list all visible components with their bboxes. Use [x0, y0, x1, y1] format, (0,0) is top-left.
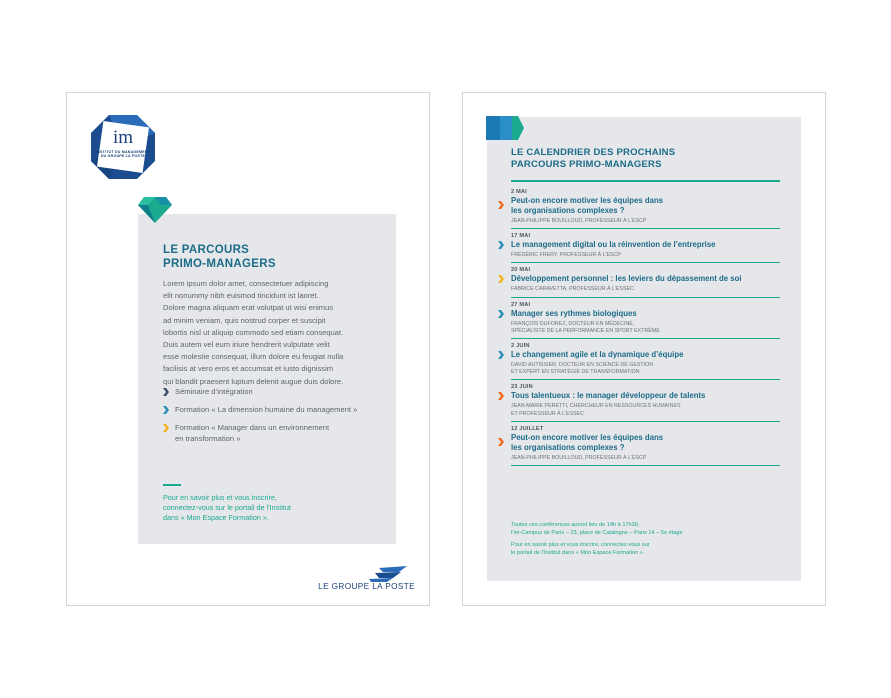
venue-line: l’im-Campus de Paris – 23, place de Catalogne – Paris 14 – 5e étage	[511, 529, 683, 536]
speaker-line: JEAN-MARIE PERETTI, CHERCHEUR EN RESSOURCES HUMAINES	[511, 403, 681, 410]
chevron-right-icon	[498, 438, 504, 446]
cta-line: connectez-vous sur le portail de l’Institut	[163, 502, 291, 512]
speaker-line: FRANÇOIS DUFOREZ, DOCTEUR EN MÉDECINE,	[511, 320, 635, 327]
bullet-text: en transformation »	[175, 434, 241, 444]
event-divider	[511, 228, 780, 229]
registration-cta	[511, 542, 781, 557]
event-title-line: Le changement agile et la dynamique d’équipe	[511, 350, 684, 360]
chevron-right-icon	[498, 201, 504, 209]
title-rule	[511, 180, 780, 182]
body-line: Dolore magna aliquam erat volutpat ut wisi enimus	[163, 303, 334, 313]
body-line: lobortis nisl ut aliquip commodo sed etiam consequat.	[163, 327, 344, 337]
calendar-title	[511, 147, 675, 170]
event-title-line: les organisations complexes ?	[511, 206, 625, 215]
body-line: facilisis at vero eros et accumsat et iusto dignissim	[163, 364, 334, 374]
body-line: qui blandit praesent luptum delenit augue duis dolore.	[163, 376, 344, 386]
event-date: 12 JUILLET	[511, 425, 544, 432]
chevron-right-icon	[498, 275, 504, 283]
event-date: 2 JUIN	[511, 343, 530, 350]
event-title	[511, 196, 781, 216]
event-item	[495, 302, 781, 335]
chevron-right-icon	[498, 351, 504, 359]
event-title	[511, 433, 781, 453]
event-title	[511, 391, 781, 401]
gem-decoration-icon	[486, 116, 524, 140]
event-title-line: Peut-on encore motiver les équipes dans	[511, 432, 664, 442]
event-divider	[511, 379, 780, 380]
la-poste-brand	[295, 566, 415, 592]
event-item	[495, 267, 781, 293]
chevron-right-icon	[163, 406, 169, 414]
venue-line: Toutes ces conférences auront lieu de 14h à 17h30,	[511, 522, 640, 528]
cta-line: Pour en savoir plus et vous inscrire, connectez-vous sur	[511, 542, 650, 548]
speaker-line: ET PROFESSEUR À L’ESSEC	[511, 410, 584, 417]
body-line: Lorem ipsum dolor amet, consectetuer adipiscing	[163, 279, 329, 288]
event-divider	[511, 465, 780, 466]
chevron-right-icon	[498, 310, 504, 318]
left-page	[66, 92, 430, 606]
event-title	[511, 350, 781, 360]
speaker-line: ET EXPERT EN STRATÉGIE DE TRANSFORMATION	[511, 369, 640, 376]
event-item	[495, 233, 781, 259]
event-title	[511, 240, 781, 250]
speaker-line: FABRICE CARAVETTA, PROFESSEUR À L’ESSEC	[511, 286, 634, 293]
event-speaker	[511, 286, 781, 293]
event-date: 2 MAI	[511, 189, 527, 195]
body-line: elit nonummy nibh euismod tincidunt ist laoret.	[163, 291, 319, 301]
logo-initials: im	[112, 127, 134, 148]
event-divider	[511, 262, 780, 263]
cta-line: Pour en savoir plus et vous inscrire,	[163, 493, 277, 502]
speaker-line: DAVID AUTISSIER, DOCTEUR EN SCIENCE DE GESTION	[511, 362, 654, 369]
body-line: esse molestie consequat, illum dolore eu feugiat nulla	[163, 352, 344, 362]
venue-note	[511, 522, 781, 537]
event-divider	[511, 338, 780, 339]
la-poste-wordmark: LE GROUPE LA POSTE	[318, 582, 415, 591]
chevron-right-icon	[163, 424, 169, 432]
logo-subtitle-line: INSTITUT DU MANAGEMENT	[96, 150, 150, 154]
bullet-text: Formation « La dimension humaine du management »	[175, 404, 358, 414]
bullet-item	[163, 404, 388, 416]
bullet-item	[163, 386, 388, 398]
event-title-line: Manager ses rythmes biologiques	[511, 308, 637, 318]
event-speaker	[511, 218, 781, 225]
title-line: PRIMO-MANAGERS	[163, 257, 276, 270]
bullet-text: Formation « Manager dans un environnement	[175, 422, 330, 432]
event-date: 17 MAI	[511, 233, 531, 240]
body-line: ad minim veniam, quis nostrud corper et suscipit	[163, 315, 326, 325]
event-title-line: Le management digital ou la réinvention de l’entreprise	[511, 240, 716, 250]
cta-line: le portail de l’Institut dans « Mon Espace Formation ».	[511, 549, 645, 556]
logo-subtitle	[89, 150, 157, 159]
speaker-line: JEAN-PHILIPPE BOUILLOUD, PROFESSEUR À L’ESCP	[511, 454, 647, 461]
chevron-right-icon	[498, 241, 504, 249]
institut-logo	[89, 113, 157, 181]
event-title-line: Développement personnel : les leviers du dépassement de soi	[511, 274, 742, 284]
body-line: Duis autem vel eum iriure hendrerit vulputate velit	[163, 340, 330, 350]
event-speaker	[511, 455, 781, 462]
cta-line: dans « Mon Espace Formation ».	[163, 512, 269, 522]
event-list	[495, 189, 781, 470]
parcours-body-text	[163, 278, 383, 388]
bullet-item	[163, 422, 388, 446]
parcours-bullet-list	[163, 386, 388, 451]
registration-cta	[163, 493, 363, 522]
right-page	[462, 92, 826, 606]
event-item	[495, 426, 781, 462]
logo-wordmark	[89, 129, 157, 159]
bullet-text: Séminaire d’intégration	[175, 387, 253, 396]
event-speaker	[511, 362, 781, 376]
event-divider	[511, 297, 780, 298]
event-date: 20 MAI	[511, 267, 531, 274]
event-speaker	[511, 252, 781, 259]
event-title-line: les organisations complexes ?	[511, 442, 625, 452]
speaker-line: JEAN-PHILIPPE BOUILLOUD, PROFESSEUR À L’ESCP	[511, 218, 647, 224]
event-item	[495, 189, 781, 225]
gem-decoration-icon	[138, 197, 172, 223]
event-item	[495, 343, 781, 376]
event-date: 23 JUIN	[511, 384, 533, 391]
title-line: LE PARCOURS	[163, 244, 250, 256]
event-title-line: Peut-on encore motiver les équipes dans	[511, 196, 664, 205]
event-date: 27 MAI	[511, 301, 531, 308]
event-title-line: Tous talentueux : le manager développeur de talents	[511, 391, 706, 401]
speaker-line: SPÉCIALISTE DE LA PERFORMANCE EN SPORT EXTRÊME	[511, 327, 660, 334]
logo-subtitle-line: DU GROUPE LA POSTE	[100, 154, 146, 159]
chevron-right-icon	[498, 392, 504, 400]
event-divider	[511, 421, 780, 422]
event-item	[495, 384, 781, 417]
parcours-title	[163, 244, 276, 271]
event-speaker	[511, 403, 781, 417]
la-poste-bird-icon	[369, 566, 407, 582]
chevron-right-icon	[163, 388, 169, 396]
title-line: LE CALENDRIER DES PROCHAINS	[511, 147, 676, 158]
parcours-panel	[138, 214, 396, 544]
calendar-panel	[487, 117, 801, 581]
title-line: PARCOURS PRIMO-MANAGERS	[511, 158, 662, 170]
speaker-line: FRÉDÉRIC FRERY, PROFESSEUR À L’ESCP	[511, 252, 621, 259]
event-title	[511, 309, 781, 319]
accent-rule	[163, 484, 181, 486]
event-title	[511, 274, 781, 284]
event-speaker	[511, 321, 781, 335]
